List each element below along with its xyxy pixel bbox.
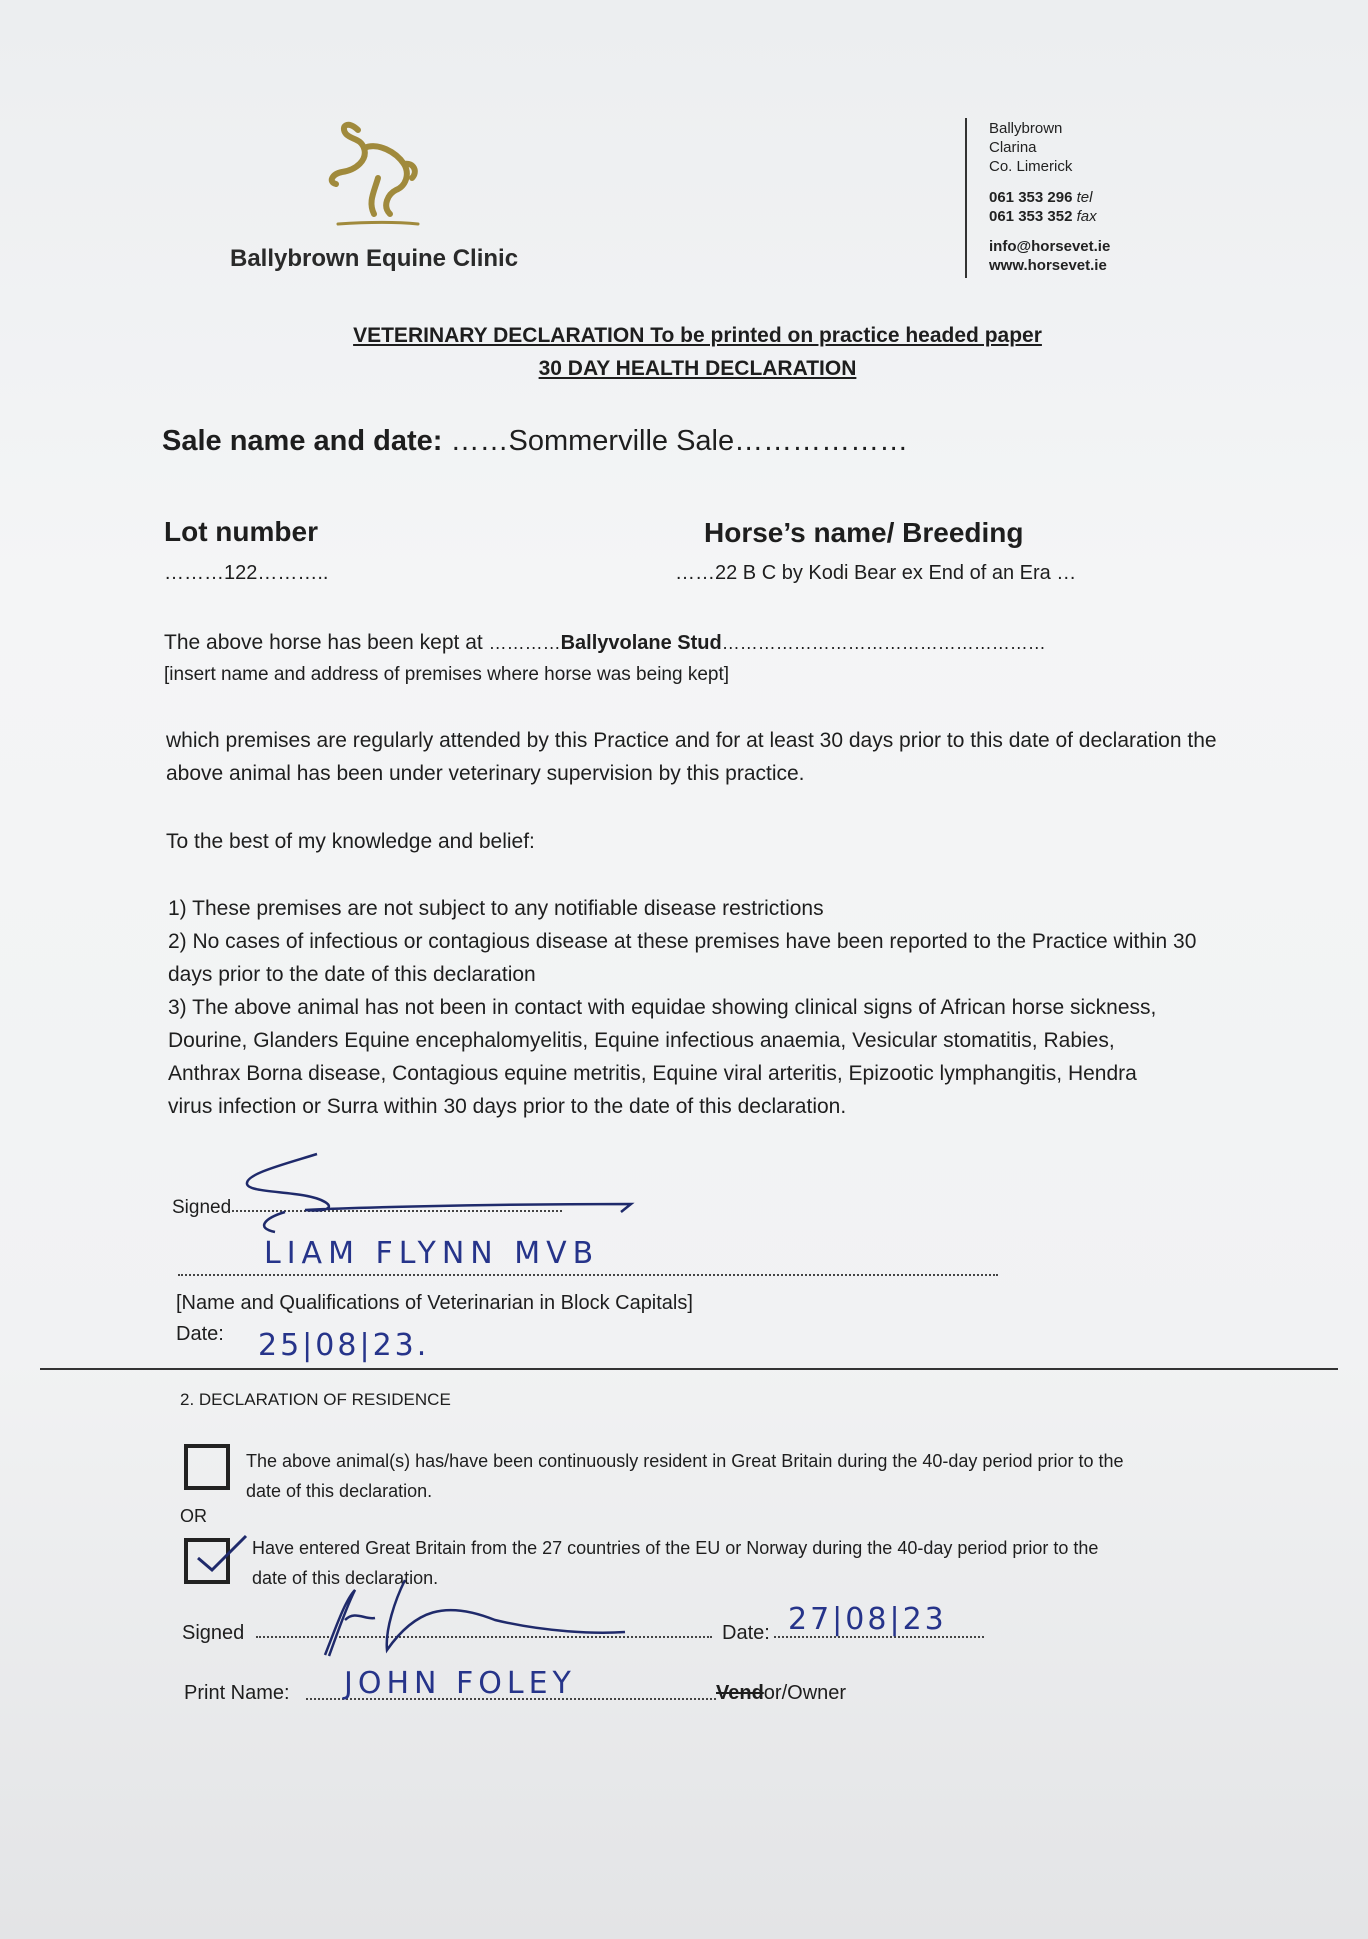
point-item: 3) The above animal has not been in contact with equidae showing clinical signs of African horse sickness, Dourine, Glanders Equine encephalomyelitis, Equine infectious anaemia, Vesicular stomatitis, Rabies, Anthrax Borna disease, Contagious equine metritis, Equine viral arteritis, Epizootic lymphangitis, Hendra virus infection or Surra within 30 days prior to the date of this declaration.	[168, 996, 1157, 1118]
vet-date-handwritten: 25|08|23.	[258, 1328, 430, 1363]
kept-trail: ………………………………………………	[721, 633, 1046, 653]
website-link[interactable]: www.horsevet.ie	[989, 257, 1107, 274]
header-divider	[965, 118, 967, 278]
kept-field	[164, 626, 1046, 660]
sale-field	[162, 425, 908, 458]
email-link[interactable]: info@horsevet.ie	[989, 238, 1111, 255]
kept-label: The above horse has been kept at	[164, 631, 483, 654]
owner-date-handwritten: 27|08|23	[788, 1602, 947, 1637]
vet-date-label: Date:	[176, 1323, 224, 1345]
vet-name-handwritten: LIAM FLYNN MVB	[264, 1236, 600, 1271]
declaration-points	[168, 892, 1228, 1123]
point-item: 1) These premises are not subject to any notifiable disease restrictions	[168, 897, 824, 920]
kept-value: Ballyvolane Stud	[560, 632, 722, 654]
address-line: Clarina	[989, 139, 1037, 156]
address-line: Co. Limerick	[989, 158, 1073, 175]
supervision-paragraph: which premises are regularly attended by this Practice and for at least 30 days prior to this date of declaration the above animal has been under veterinary supervision by this practice.	[166, 729, 1217, 785]
resident-gb-checkbox[interactable]	[184, 1444, 230, 1490]
tel-label: tel	[1076, 189, 1093, 206]
sale-value: ……Sommerville Sale………………	[450, 425, 909, 457]
owner-signed-label: Signed	[182, 1622, 245, 1644]
declaration-subtitle: 30 DAY HEALTH DECLARATION	[538, 357, 857, 380]
lot-value: ………122………..	[164, 562, 329, 584]
owner-signature-icon	[295, 1570, 635, 1660]
tick-mark-icon	[190, 1530, 250, 1580]
section-divider	[40, 1368, 1338, 1370]
residence-heading: 2. DECLARATION OF RESIDENCE	[180, 1390, 451, 1409]
lot-label: Lot number	[164, 516, 318, 547]
role-struck: Vend	[716, 1682, 764, 1704]
clinic-address	[989, 119, 1072, 176]
resident-gb-option: The above animal(s) has/have been continuously resident in Great Britain during the 40-day period prior to the date of this declaration.	[246, 1451, 1124, 1501]
horse-value: ……22 B C by Kodi Bear ex End of an Era …	[675, 562, 1077, 584]
vet-name-line	[178, 1274, 998, 1276]
horse-logo-icon	[318, 112, 428, 232]
address-line: Ballybrown	[989, 120, 1063, 137]
or-label: OR	[180, 1506, 207, 1526]
sale-label: Sale name and date:	[162, 425, 443, 457]
vet-name-note: [Name and Qualifications of Veterinarian in Block Capitals]	[176, 1292, 693, 1314]
role-rest: or/Owner	[763, 1682, 847, 1704]
horse-label: Horse’s name/ Breeding	[704, 517, 1024, 548]
kept-lead: …………	[488, 633, 561, 653]
entered-gb-option: Have entered Great Britain from the 27 countries of the EU or Norway during the 40-day period prior to the date of this declaration.	[252, 1538, 1099, 1588]
fax-label: fax	[1076, 208, 1097, 225]
print-name-label: Print Name:	[184, 1682, 290, 1704]
tel-number: 061 353 296	[989, 189, 1073, 206]
vet-signature-icon	[225, 1150, 645, 1250]
clinic-phone	[989, 188, 1097, 226]
point-item: 2) No cases of infectious or contagious disease at these premises have been reported to the Practice within 30 days prior to the date of this declaration	[168, 930, 1197, 986]
owner-date-label: Date:	[722, 1622, 770, 1644]
kept-note: [insert name and address of premises where horse was being kept]	[164, 664, 730, 685]
belief-line: To the best of my knowledge and belief:	[166, 830, 535, 853]
declaration-title: VETERINARY DECLARATION To be printed on practice headed paper	[353, 324, 1042, 347]
print-name-handwritten: JOHN FOLEY	[344, 1666, 576, 1701]
clinic-contact	[989, 237, 1110, 275]
vet-signed-label: Signed	[172, 1197, 232, 1218]
fax-number: 061 353 352	[989, 208, 1073, 225]
role-label	[716, 1682, 846, 1705]
clinic-name: Ballybrown Equine Clinic	[230, 245, 519, 272]
